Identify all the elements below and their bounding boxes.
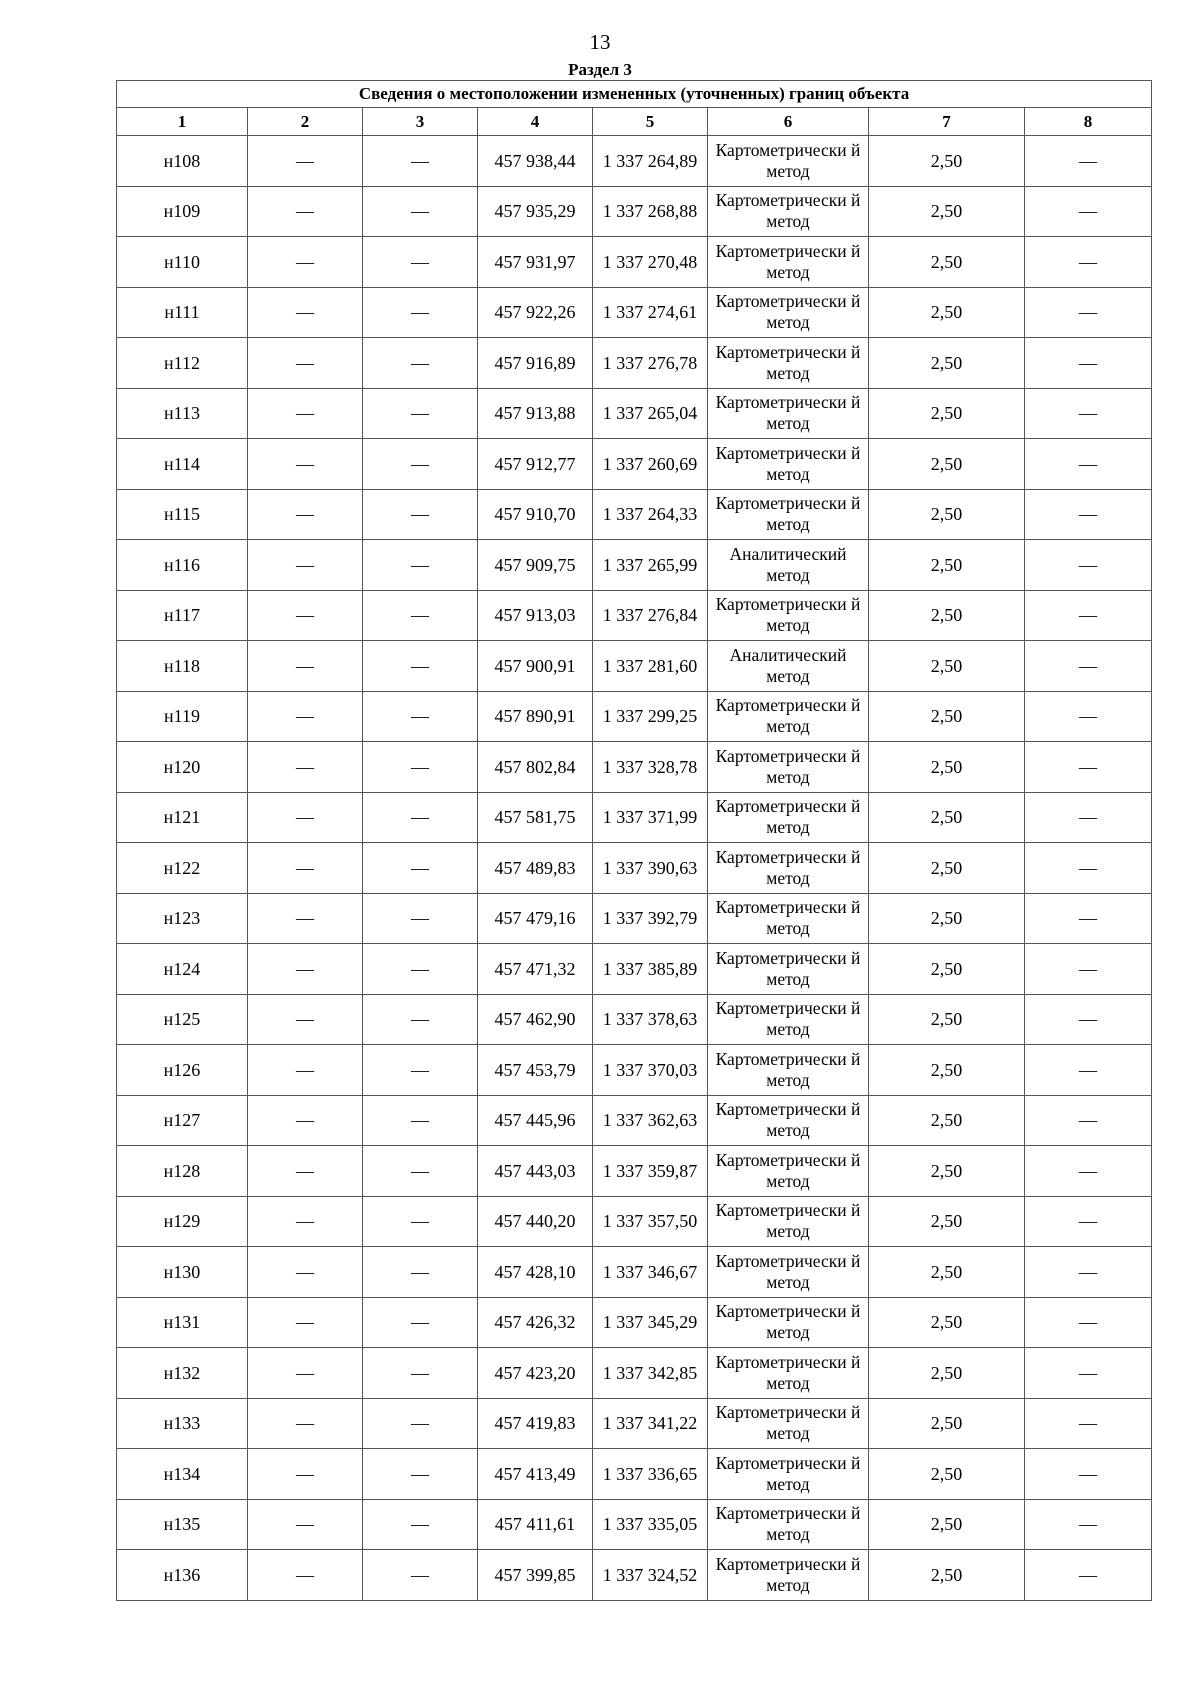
column-3-cell: —	[363, 1550, 478, 1601]
y-coordinate-cell: 1 337 392,79	[593, 893, 708, 944]
method-cell: Картометрически й метод	[708, 843, 869, 894]
table-row	[117, 792, 1152, 843]
point-cell: н119	[117, 691, 248, 742]
column-3-cell: —	[363, 893, 478, 944]
point-cell: н123	[117, 893, 248, 944]
x-coordinate-cell: 457 909,75	[478, 540, 593, 591]
column-3-cell: —	[363, 1095, 478, 1146]
y-coordinate-cell: 1 337 276,78	[593, 338, 708, 389]
point-cell: н125	[117, 994, 248, 1045]
y-coordinate-cell: 1 337 390,63	[593, 843, 708, 894]
column-number-8: 8	[1025, 108, 1152, 136]
method-cell: Картометрически й метод	[708, 287, 869, 338]
column-2-cell: —	[248, 1297, 363, 1348]
method-cell: Картометрически й метод	[708, 893, 869, 944]
column-8-cell: —	[1025, 1196, 1152, 1247]
column-number-6: 6	[708, 108, 869, 136]
accuracy-cell: 2,50	[869, 691, 1025, 742]
x-coordinate-cell: 457 890,91	[478, 691, 593, 742]
point-cell: н117	[117, 590, 248, 641]
column-8-cell: —	[1025, 641, 1152, 692]
column-8-cell: —	[1025, 1095, 1152, 1146]
column-2-cell: —	[248, 1398, 363, 1449]
column-8-cell: —	[1025, 1045, 1152, 1096]
accuracy-cell: 2,50	[869, 994, 1025, 1045]
x-coordinate-cell: 457 471,32	[478, 944, 593, 995]
method-cell: Картометрически й метод	[708, 944, 869, 995]
method-cell: Картометрически й метод	[708, 338, 869, 389]
table-row	[117, 338, 1152, 389]
x-coordinate-cell: 457 910,70	[478, 489, 593, 540]
accuracy-cell: 2,50	[869, 439, 1025, 490]
point-cell: н129	[117, 1196, 248, 1247]
table-row	[117, 1146, 1152, 1197]
point-cell: н111	[117, 287, 248, 338]
x-coordinate-cell: 457 399,85	[478, 1550, 593, 1601]
column-2-cell: —	[248, 641, 363, 692]
method-cell: Картометрически й метод	[708, 489, 869, 540]
point-cell: н110	[117, 237, 248, 288]
column-2-cell: —	[248, 1095, 363, 1146]
x-coordinate-cell: 457 411,61	[478, 1499, 593, 1550]
x-coordinate-cell: 457 912,77	[478, 439, 593, 490]
accuracy-cell: 2,50	[869, 944, 1025, 995]
point-cell: н115	[117, 489, 248, 540]
y-coordinate-cell: 1 337 274,61	[593, 287, 708, 338]
column-8-cell: —	[1025, 237, 1152, 288]
y-coordinate-cell: 1 337 385,89	[593, 944, 708, 995]
point-cell: н122	[117, 843, 248, 894]
point-cell: н121	[117, 792, 248, 843]
column-8-cell: —	[1025, 287, 1152, 338]
column-2-cell: —	[248, 1550, 363, 1601]
point-cell: н128	[117, 1146, 248, 1197]
table-row	[117, 439, 1152, 490]
column-2-cell: —	[248, 1045, 363, 1096]
column-3-cell: —	[363, 338, 478, 389]
table-row	[117, 893, 1152, 944]
point-cell: н134	[117, 1449, 248, 1500]
column-2-cell: —	[248, 338, 363, 389]
table-row	[117, 136, 1152, 187]
y-coordinate-cell: 1 337 264,33	[593, 489, 708, 540]
accuracy-cell: 2,50	[869, 540, 1025, 591]
column-2-cell: —	[248, 742, 363, 793]
x-coordinate-cell: 457 479,16	[478, 893, 593, 944]
table-row	[117, 1499, 1152, 1550]
y-coordinate-cell: 1 337 362,63	[593, 1095, 708, 1146]
x-coordinate-cell: 457 413,49	[478, 1449, 593, 1500]
column-2-cell: —	[248, 691, 363, 742]
table-row	[117, 489, 1152, 540]
point-cell: н113	[117, 388, 248, 439]
y-coordinate-cell: 1 337 345,29	[593, 1297, 708, 1348]
method-cell: Картометрически й метод	[708, 1196, 869, 1247]
column-number-7: 7	[869, 108, 1025, 136]
column-2-cell: —	[248, 439, 363, 490]
table-row	[117, 186, 1152, 237]
x-coordinate-cell: 457 913,88	[478, 388, 593, 439]
method-cell: Картометрически й метод	[708, 792, 869, 843]
x-coordinate-cell: 457 453,79	[478, 1045, 593, 1096]
accuracy-cell: 2,50	[869, 1550, 1025, 1601]
column-number-3: 3	[363, 108, 478, 136]
table-row	[117, 944, 1152, 995]
column-2-cell: —	[248, 287, 363, 338]
y-coordinate-cell: 1 337 276,84	[593, 590, 708, 641]
x-coordinate-cell: 457 428,10	[478, 1247, 593, 1298]
column-8-cell: —	[1025, 994, 1152, 1045]
column-2-cell: —	[248, 388, 363, 439]
column-2-cell: —	[248, 1499, 363, 1550]
method-cell: Картометрически й метод	[708, 186, 869, 237]
column-2-cell: —	[248, 186, 363, 237]
column-8-cell: —	[1025, 489, 1152, 540]
accuracy-cell: 2,50	[869, 742, 1025, 793]
method-cell: Картометрически й метод	[708, 439, 869, 490]
y-coordinate-cell: 1 337 359,87	[593, 1146, 708, 1197]
method-cell: Картометрически й метод	[708, 1348, 869, 1399]
column-3-cell: —	[363, 186, 478, 237]
point-cell: н114	[117, 439, 248, 490]
y-coordinate-cell: 1 337 265,04	[593, 388, 708, 439]
table-row	[117, 287, 1152, 338]
y-coordinate-cell: 1 337 371,99	[593, 792, 708, 843]
column-number-1: 1	[117, 108, 248, 136]
column-number-5: 5	[593, 108, 708, 136]
column-8-cell: —	[1025, 1550, 1152, 1601]
point-cell: н116	[117, 540, 248, 591]
point-cell: н112	[117, 338, 248, 389]
table-row	[117, 994, 1152, 1045]
table-body	[117, 136, 1152, 1601]
accuracy-cell: 2,50	[869, 1398, 1025, 1449]
column-8-cell: —	[1025, 186, 1152, 237]
column-8-cell: —	[1025, 590, 1152, 641]
point-cell: н124	[117, 944, 248, 995]
accuracy-cell: 2,50	[869, 1146, 1025, 1197]
method-cell: Аналитический метод	[708, 641, 869, 692]
column-3-cell: —	[363, 944, 478, 995]
accuracy-cell: 2,50	[869, 1348, 1025, 1399]
table-caption: Сведения о местоположении измененных (уточненных) границ объекта	[117, 81, 1152, 108]
accuracy-cell: 2,50	[869, 590, 1025, 641]
column-3-cell: —	[363, 237, 478, 288]
table-row	[117, 843, 1152, 894]
accuracy-cell: 2,50	[869, 338, 1025, 389]
y-coordinate-cell: 1 337 342,85	[593, 1348, 708, 1399]
column-2-cell: —	[248, 1348, 363, 1399]
y-coordinate-cell: 1 337 378,63	[593, 994, 708, 1045]
point-cell: н136	[117, 1550, 248, 1601]
y-coordinate-cell: 1 337 336,65	[593, 1449, 708, 1500]
column-3-cell: —	[363, 1297, 478, 1348]
column-3-cell: —	[363, 742, 478, 793]
column-8-cell: —	[1025, 1398, 1152, 1449]
table-row	[117, 237, 1152, 288]
table-row	[117, 1550, 1152, 1601]
section-title: Раздел 3	[568, 60, 632, 79]
accuracy-cell: 2,50	[869, 893, 1025, 944]
table-row	[117, 388, 1152, 439]
column-3-cell: —	[363, 792, 478, 843]
column-3-cell: —	[363, 590, 478, 641]
column-3-cell: —	[363, 489, 478, 540]
table-row	[117, 1398, 1152, 1449]
column-2-cell: —	[248, 994, 363, 1045]
column-2-cell: —	[248, 590, 363, 641]
column-8-cell: —	[1025, 792, 1152, 843]
table-row	[117, 1297, 1152, 1348]
method-cell: Картометрически й метод	[708, 1146, 869, 1197]
accuracy-cell: 2,50	[869, 1045, 1025, 1096]
y-coordinate-cell: 1 337 265,99	[593, 540, 708, 591]
point-cell: н127	[117, 1095, 248, 1146]
x-coordinate-cell: 457 419,83	[478, 1398, 593, 1449]
y-coordinate-cell: 1 337 370,03	[593, 1045, 708, 1096]
column-8-cell: —	[1025, 540, 1152, 591]
point-cell: н109	[117, 186, 248, 237]
point-cell: н108	[117, 136, 248, 187]
column-number-row	[117, 108, 1152, 136]
column-8-cell: —	[1025, 742, 1152, 793]
column-8-cell: —	[1025, 843, 1152, 894]
x-coordinate-cell: 457 802,84	[478, 742, 593, 793]
method-cell: Картометрически й метод	[708, 1095, 869, 1146]
column-8-cell: —	[1025, 388, 1152, 439]
accuracy-cell: 2,50	[869, 489, 1025, 540]
accuracy-cell: 2,50	[869, 1499, 1025, 1550]
y-coordinate-cell: 1 337 357,50	[593, 1196, 708, 1247]
x-coordinate-cell: 457 426,32	[478, 1297, 593, 1348]
column-2-cell: —	[248, 237, 363, 288]
method-cell: Картометрически й метод	[708, 1297, 869, 1348]
column-3-cell: —	[363, 691, 478, 742]
column-3-cell: —	[363, 994, 478, 1045]
accuracy-cell: 2,50	[869, 1247, 1025, 1298]
method-cell: Картометрически й метод	[708, 388, 869, 439]
column-3-cell: —	[363, 1348, 478, 1399]
table-row	[117, 590, 1152, 641]
column-3-cell: —	[363, 641, 478, 692]
x-coordinate-cell: 457 489,83	[478, 843, 593, 894]
column-2-cell: —	[248, 1247, 363, 1298]
column-number-4: 4	[478, 108, 593, 136]
column-8-cell: —	[1025, 1499, 1152, 1550]
column-3-cell: —	[363, 1398, 478, 1449]
method-cell: Картометрически й метод	[708, 1449, 869, 1500]
method-cell: Аналитический метод	[708, 540, 869, 591]
y-coordinate-cell: 1 337 328,78	[593, 742, 708, 793]
column-3-cell: —	[363, 439, 478, 490]
column-3-cell: —	[363, 287, 478, 338]
column-2-cell: —	[248, 489, 363, 540]
accuracy-cell: 2,50	[869, 287, 1025, 338]
accuracy-cell: 2,50	[869, 237, 1025, 288]
method-cell: Картометрически й метод	[708, 1045, 869, 1096]
column-3-cell: —	[363, 540, 478, 591]
column-2-cell: —	[248, 136, 363, 187]
point-cell: н118	[117, 641, 248, 692]
method-cell: Картометрически й метод	[708, 1398, 869, 1449]
x-coordinate-cell: 457 440,20	[478, 1196, 593, 1247]
method-cell: Картометрически й метод	[708, 136, 869, 187]
method-cell: Картометрически й метод	[708, 237, 869, 288]
accuracy-cell: 2,50	[869, 1196, 1025, 1247]
y-coordinate-cell: 1 337 346,67	[593, 1247, 708, 1298]
column-3-cell: —	[363, 136, 478, 187]
accuracy-cell: 2,50	[869, 136, 1025, 187]
y-coordinate-cell: 1 337 270,48	[593, 237, 708, 288]
point-cell: н132	[117, 1348, 248, 1399]
y-coordinate-cell: 1 337 341,22	[593, 1398, 708, 1449]
x-coordinate-cell: 457 922,26	[478, 287, 593, 338]
column-3-cell: —	[363, 1146, 478, 1197]
x-coordinate-cell: 457 900,91	[478, 641, 593, 692]
accuracy-cell: 2,50	[869, 186, 1025, 237]
column-2-cell: —	[248, 1449, 363, 1500]
column-3-cell: —	[363, 1499, 478, 1550]
accuracy-cell: 2,50	[869, 641, 1025, 692]
accuracy-cell: 2,50	[869, 792, 1025, 843]
column-8-cell: —	[1025, 1348, 1152, 1399]
table-row	[117, 1247, 1152, 1298]
table-row	[117, 1196, 1152, 1247]
point-cell: н133	[117, 1398, 248, 1449]
column-8-cell: —	[1025, 1449, 1152, 1500]
method-cell: Картометрически й метод	[708, 1499, 869, 1550]
point-cell: н120	[117, 742, 248, 793]
method-cell: Картометрически й метод	[708, 590, 869, 641]
page-number: 13	[589, 30, 611, 54]
method-cell: Картометрически й метод	[708, 691, 869, 742]
y-coordinate-cell: 1 337 281,60	[593, 641, 708, 692]
table-caption-row	[117, 81, 1152, 108]
accuracy-cell: 2,50	[869, 1449, 1025, 1500]
x-coordinate-cell: 457 423,20	[478, 1348, 593, 1399]
column-3-cell: —	[363, 1196, 478, 1247]
method-cell: Картометрически й метод	[708, 1247, 869, 1298]
y-coordinate-cell: 1 337 268,88	[593, 186, 708, 237]
table-row	[117, 1348, 1152, 1399]
column-2-cell: —	[248, 893, 363, 944]
x-coordinate-cell: 457 462,90	[478, 994, 593, 1045]
column-3-cell: —	[363, 388, 478, 439]
point-cell: н131	[117, 1297, 248, 1348]
column-8-cell: —	[1025, 691, 1152, 742]
y-coordinate-cell: 1 337 264,89	[593, 136, 708, 187]
accuracy-cell: 2,50	[869, 1297, 1025, 1348]
table-row	[117, 1449, 1152, 1500]
point-cell: н135	[117, 1499, 248, 1550]
column-8-cell: —	[1025, 893, 1152, 944]
column-2-cell: —	[248, 1146, 363, 1197]
y-coordinate-cell: 1 337 260,69	[593, 439, 708, 490]
column-8-cell: —	[1025, 1247, 1152, 1298]
column-3-cell: —	[363, 843, 478, 894]
table-row	[117, 1095, 1152, 1146]
y-coordinate-cell: 1 337 299,25	[593, 691, 708, 742]
method-cell: Картометрически й метод	[708, 994, 869, 1045]
column-3-cell: —	[363, 1247, 478, 1298]
column-2-cell: —	[248, 843, 363, 894]
method-cell: Картометрически й метод	[708, 742, 869, 793]
x-coordinate-cell: 457 445,96	[478, 1095, 593, 1146]
column-8-cell: —	[1025, 1146, 1152, 1197]
column-2-cell: —	[248, 540, 363, 591]
point-cell: н126	[117, 1045, 248, 1096]
table-row	[117, 1045, 1152, 1096]
x-coordinate-cell: 457 443,03	[478, 1146, 593, 1197]
method-cell: Картометрически й метод	[708, 1550, 869, 1601]
point-cell: н130	[117, 1247, 248, 1298]
column-2-cell: —	[248, 792, 363, 843]
x-coordinate-cell: 457 916,89	[478, 338, 593, 389]
accuracy-cell: 2,50	[869, 1095, 1025, 1146]
coordinates-table	[116, 80, 1152, 1601]
x-coordinate-cell: 457 913,03	[478, 590, 593, 641]
table-row	[117, 691, 1152, 742]
table-row	[117, 641, 1152, 692]
x-coordinate-cell: 457 581,75	[478, 792, 593, 843]
x-coordinate-cell: 457 935,29	[478, 186, 593, 237]
column-2-cell: —	[248, 944, 363, 995]
column-3-cell: —	[363, 1045, 478, 1096]
column-2-cell: —	[248, 1196, 363, 1247]
column-8-cell: —	[1025, 439, 1152, 490]
column-8-cell: —	[1025, 136, 1152, 187]
x-coordinate-cell: 457 938,44	[478, 136, 593, 187]
column-8-cell: —	[1025, 338, 1152, 389]
column-number-2: 2	[248, 108, 363, 136]
x-coordinate-cell: 457 931,97	[478, 237, 593, 288]
column-3-cell: —	[363, 1449, 478, 1500]
table-row	[117, 540, 1152, 591]
accuracy-cell: 2,50	[869, 388, 1025, 439]
y-coordinate-cell: 1 337 324,52	[593, 1550, 708, 1601]
accuracy-cell: 2,50	[869, 843, 1025, 894]
column-8-cell: —	[1025, 944, 1152, 995]
column-8-cell: —	[1025, 1297, 1152, 1348]
table-row	[117, 742, 1152, 793]
y-coordinate-cell: 1 337 335,05	[593, 1499, 708, 1550]
